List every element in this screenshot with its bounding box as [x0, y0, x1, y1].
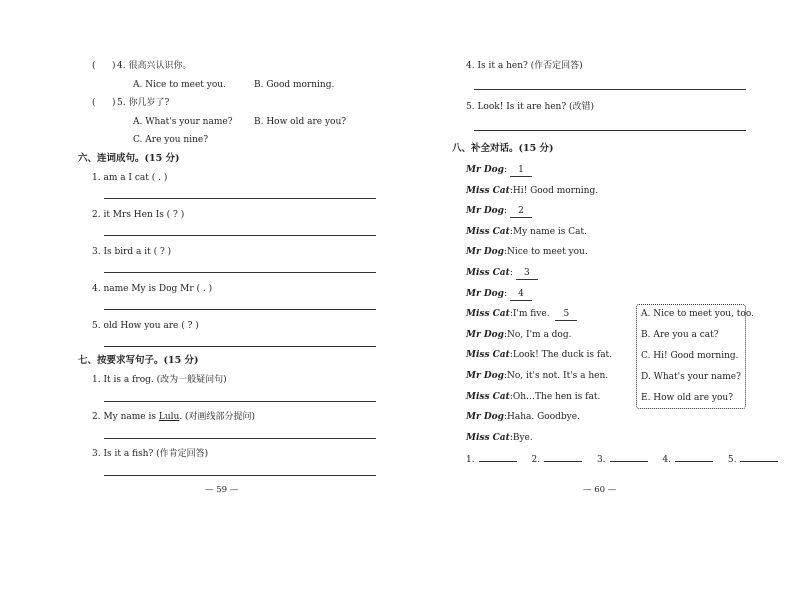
- answer-blank-1[interactable]: [479, 452, 517, 462]
- speaker-colon: :: [509, 350, 513, 361]
- speaker-colon: :: [503, 165, 507, 175]
- q4-paren-close: ): [112, 61, 116, 71]
- dialogue-blank[interactable]: 5: [555, 308, 577, 321]
- dialogue-text: No, I'm a dog.: [507, 329, 572, 340]
- sec6-item-4: 4. name My is Dog Mr ( . ): [92, 284, 213, 294]
- sec6-item-1: 1. am a I cat ( . ): [92, 173, 168, 183]
- q5-option-c: C. Are you nine?: [133, 135, 209, 145]
- speaker-name: Miss Cat: [466, 226, 510, 237]
- sec6-answer-line-1[interactable]: [104, 198, 376, 199]
- q4-option-a: A. Nice to meet you.: [133, 80, 226, 90]
- speaker-name: Mr Dog: [466, 329, 504, 340]
- answer-blank-5[interactable]: [740, 452, 778, 462]
- sec6-answer-line-3[interactable]: [104, 272, 376, 273]
- dialogue-text: No, it's not. It's a hen.: [507, 371, 609, 381]
- dialogue-blank[interactable]: 2: [510, 205, 532, 218]
- options-box: [636, 304, 754, 409]
- sec7-item-2-underlined: Lulu: [158, 412, 180, 422]
- speaker-name: Miss Cat: [466, 432, 510, 443]
- dialogue-line: [466, 432, 533, 444]
- dialogue-line: [466, 267, 538, 280]
- q5-question: 5. 你几岁了?: [117, 98, 170, 108]
- option-a: A. Nice to meet you, too.: [641, 309, 754, 319]
- sec7-answer-line-3[interactable]: [104, 475, 376, 476]
- speaker-colon: :: [509, 391, 513, 402]
- dialogue-text: Bye.: [512, 432, 533, 443]
- sec6-item-5: 5. old How you are ( ? ): [92, 321, 199, 331]
- q5-option-b: B. How old are you?: [254, 117, 347, 127]
- dialogue-text: I'm five.: [512, 309, 553, 320]
- speaker-name: Mr Dog: [466, 165, 504, 175]
- speaker-colon: :: [503, 247, 507, 258]
- q4-option-b: B. Good morning.: [254, 80, 335, 90]
- answer-label-1: 1.: [466, 455, 475, 465]
- option-b: B. Are you a cat?: [641, 330, 719, 340]
- page-number-60: — 60 —: [583, 485, 617, 495]
- speaker-colon: :: [503, 412, 507, 423]
- section-6-title: 六、连词成句。(15 分): [78, 153, 180, 164]
- dialogue-line: [466, 226, 587, 238]
- speaker-name: Mr Dog: [466, 412, 504, 423]
- r-q4: 4. Is it a hen? (作否定回答): [466, 61, 583, 71]
- answer-blank-3[interactable]: [610, 452, 648, 462]
- dialogue-line: [466, 185, 598, 197]
- r-q5: 5. Look! Is it are hen? (改错): [466, 102, 595, 112]
- q5-paren-close: ): [112, 98, 116, 108]
- dialogue-blank[interactable]: 1: [510, 164, 532, 177]
- dialogue-line: [466, 349, 612, 361]
- option-d: D. What's your name?: [641, 372, 741, 382]
- option-c: C. Hi! Good morning.: [641, 351, 739, 361]
- speaker-name: Miss Cat: [466, 268, 510, 278]
- dialogue-text: Look! The duck is fat.: [512, 350, 613, 361]
- dialogue-text: Nice to meet you.: [507, 247, 588, 258]
- sec7-item-2: [92, 411, 255, 423]
- sec6-answer-line-2[interactable]: [104, 235, 376, 236]
- speaker-colon: :: [503, 206, 507, 217]
- speaker-name: Miss Cat: [466, 391, 510, 402]
- sec6-answer-line-5[interactable]: [104, 346, 376, 347]
- page-number-59: — 59 —: [205, 485, 239, 495]
- q5-option-a: A. What's your name?: [133, 117, 233, 127]
- speaker-colon: :: [509, 432, 513, 443]
- q5-paren-open: (: [92, 98, 96, 108]
- speaker-colon: :: [509, 185, 513, 196]
- dialogue-line: [466, 391, 600, 403]
- sec7-item-2-post: . (对画线部分提问): [179, 412, 256, 422]
- dialogue-line: [466, 329, 571, 341]
- speaker-colon: :: [503, 371, 507, 381]
- dialogue-line: [466, 164, 532, 177]
- sec7-item-3: 3. Is it a fish? (作肯定回答): [92, 449, 209, 459]
- q4-paren-open: (: [92, 61, 96, 71]
- sec6-item-3: 3. Is bird a it ( ? ): [92, 247, 172, 257]
- answer-label-5: 5.: [727, 455, 737, 465]
- answer-label-2: 2.: [531, 455, 541, 465]
- answer-label-4: 4.: [662, 455, 671, 465]
- answer-label-3: 3.: [596, 455, 606, 465]
- r-q4-answer-line[interactable]: [474, 89, 746, 90]
- dialogue-line: [466, 288, 532, 301]
- speaker-colon: :: [509, 226, 513, 237]
- sec7-item-2-pre: 2. My name is: [92, 412, 159, 422]
- speaker-name: Miss Cat: [466, 185, 510, 196]
- speaker-name: Miss Cat: [466, 350, 510, 361]
- dialogue-line: [466, 246, 588, 258]
- answer-blank-4[interactable]: [675, 452, 713, 462]
- speaker-name: Mr Dog: [466, 288, 504, 299]
- sec7-answer-line-1[interactable]: [104, 401, 376, 402]
- dialogue-line: [466, 205, 532, 218]
- speaker-name: Mr Dog: [466, 371, 504, 381]
- dialogue-text: Oh…The hen is fat.: [512, 391, 601, 402]
- dialogue-blank[interactable]: 3: [516, 267, 538, 280]
- sec6-answer-line-4[interactable]: [104, 309, 376, 310]
- speaker-name: Mr Dog: [466, 206, 504, 217]
- q4-question: 4. 很高兴认识你。: [117, 61, 192, 71]
- dialogue-blank[interactable]: 4: [510, 288, 532, 301]
- answer-blank-2[interactable]: [544, 452, 582, 462]
- speaker-colon: :: [503, 288, 507, 299]
- dialogue-text: Haha. Goodbye.: [507, 412, 580, 423]
- dialogue-line: [466, 411, 580, 423]
- option-e: E. How old are you?: [641, 393, 734, 403]
- dialogue-text: My name is Cat.: [512, 226, 587, 237]
- dialogue-line: [466, 370, 608, 382]
- dialogue-line: [466, 308, 577, 321]
- section-8-title: 八、补全对话。(15 分): [452, 143, 554, 154]
- speaker-colon: :: [509, 268, 513, 278]
- dialogue-text: Hi! Good morning.: [512, 185, 599, 196]
- r-q5-answer-line[interactable]: [474, 130, 746, 131]
- sec7-answer-line-2[interactable]: [104, 438, 376, 439]
- sec6-item-2: 2. it Mrs Hen Is ( ? ): [92, 210, 185, 220]
- speaker-colon: :: [509, 309, 513, 320]
- answer-row: [466, 452, 778, 466]
- speaker-name: Mr Dog: [466, 247, 504, 258]
- speaker-name: Miss Cat: [466, 309, 510, 320]
- section-7-title: 七、按要求写句子。(15 分): [78, 355, 199, 366]
- sec7-item-1: 1. It is a frog. (改为一般疑问句): [92, 375, 227, 385]
- speaker-colon: :: [503, 329, 507, 340]
